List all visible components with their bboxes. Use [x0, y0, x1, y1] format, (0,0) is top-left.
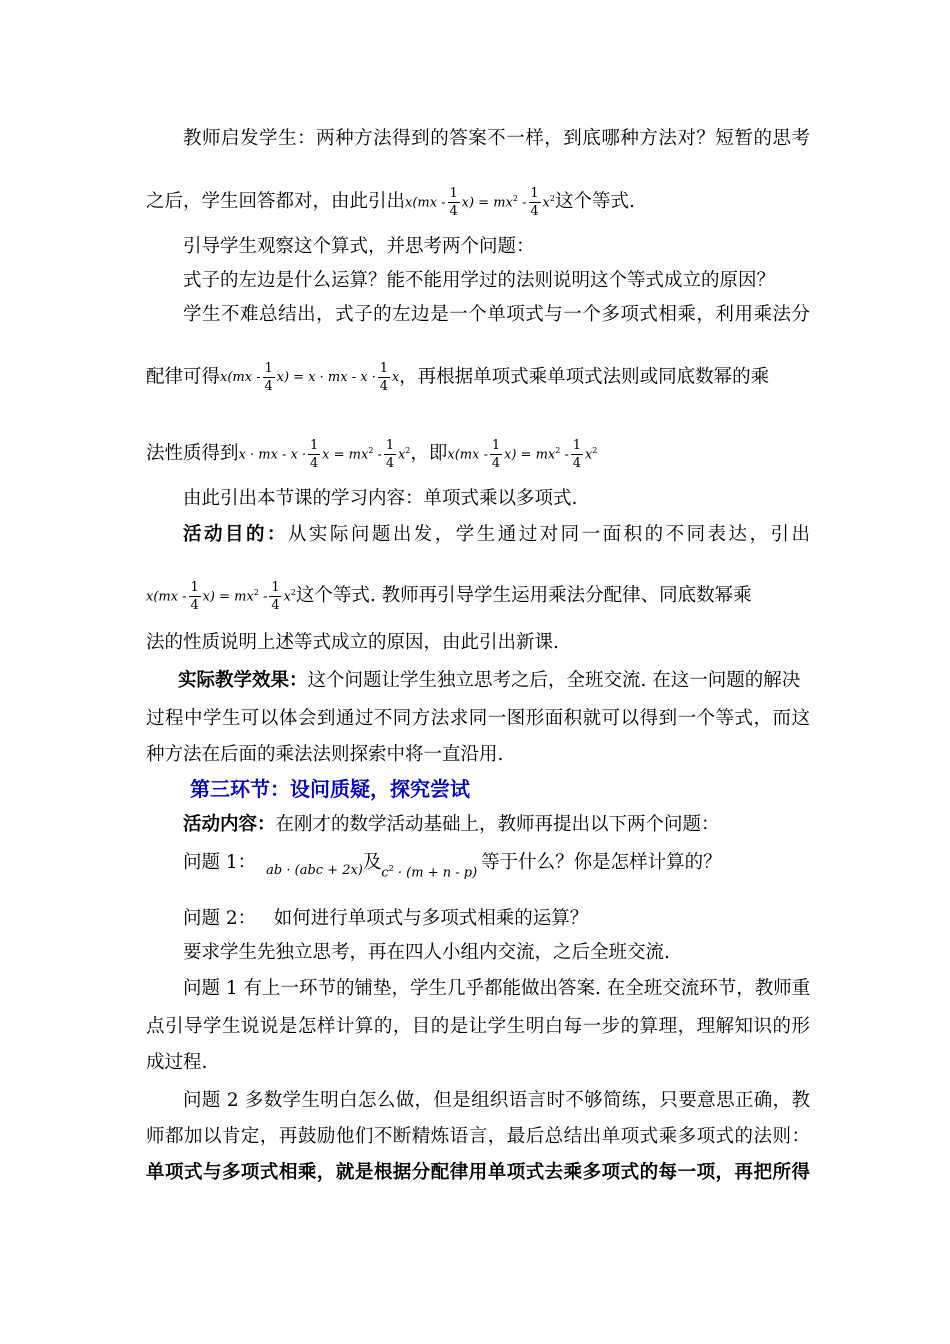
paragraph-line: 成过程. — [146, 1052, 208, 1073]
paragraph-line: 法性质得到x · mx - x · $\frac{1}{4}$ $x = mx^2$ - $\frac{1}{4}$ $x^2$，即x(mx - $\frac{1}{4}$ $x) = mx^2$ - $\frac{1}{4}$ $x^2$ — [146, 436, 810, 472]
paragraph-line: 教师启发学生：两种方法得到的答案不一样，到底哪种方法对？短暂的思考 — [183, 128, 810, 149]
text: 之后，学生回答都对，由此引出 — [146, 191, 406, 213]
text: 这个等式. — [554, 191, 635, 213]
paragraph-line: 问题 2 多数学生明白怎么做，但是组织语言时不够简练，只要意思正确，教 — [183, 1090, 810, 1111]
paragraph-line: 问题 1 有上一环节的铺垫，学生几乎都能做出答案. 在全班交流环节，教师重 — [183, 978, 811, 999]
section-heading: 第三环节：设问质疑，探究尝试 — [190, 777, 470, 801]
paragraph-line: 师都加以肯定，再鼓励他们不断精炼语言，最后总结出单项式乘多项式的法则： — [146, 1126, 810, 1147]
paragraph-line: 点引导学生说说是怎样计算的，目的是让学生明白每一步的算理，理解知识的形 — [146, 1016, 810, 1037]
paragraph-line: 由此引出本节课的学习内容：单项式乘以多项式. — [183, 488, 578, 509]
equation: x(mx - $\frac{1}{4}$ $x) = mx^2$ - $\frac{1}{4}$ $x^2$ — [447, 438, 598, 472]
equation: x(mx - $\frac{1}{4}$ $x) = mx^2$ - $\frac{1}{4}$ $x^2$ — [405, 186, 555, 220]
paragraph-line: x(mx - $\frac{1}{4}$ $x) = mx^2$ - $\frac{1}{4}$ $x^2$这个等式. 教师再引导学生运用乘法分配律、同底数幂乘 — [146, 578, 810, 614]
paragraph-line: 种方法在后面的乘法法则探索中将一直沿用. — [146, 744, 504, 765]
paragraph-line: 法的性质说明上述等式成立的原因，由此引出新课. — [146, 632, 559, 653]
question-2: 问题 2： 如何进行单项式与多项式相乘的运算？ — [183, 908, 589, 929]
equation: x(mx - $\frac{1}{4}$ $x) = mx^2$ - $\frac{1}{4}$ $x^2$ — [146, 580, 296, 614]
paragraph-line: 要求学生先独立思考，再在四人小组内交流，之后全班交流. — [183, 942, 670, 963]
paragraph-line: 活动内容：在刚才的数学活动基础上，教师再提出以下两个问题： — [183, 814, 720, 835]
equation: ab · (abc + 2x) — [266, 863, 363, 879]
paragraph-line — [146, 184, 810, 220]
question-1: 问题 1： ab · (abc + 2x)及$c^2 \cdot (m + n - p)$ 等于什么？你是怎样计算的？ — [183, 846, 810, 880]
paragraph-line: 引导学生观察这个算式，并思考两个问题： — [183, 236, 535, 257]
paragraph-line: 过程中学生可以体会到通过不同方法求同一图形面积就可以得到一个等式，而这 — [146, 708, 810, 729]
equation: x · mx - x · $\frac{1}{4}$ $x = mx^2$ - $\frac{1}{4}$ $x^2$ — [238, 438, 411, 472]
paragraph-line: 配律可得x(mx - $\frac{1}{4}$ x) = x · mx - x · $\frac{1}{4}$ x，再根据单项式乘单项式法则或同底数幂的乘 — [146, 361, 770, 394]
equation: $c^2 \cdot (m + n - p)$ — [381, 864, 478, 881]
paragraph-line: 式子的左边是什么运算？能不能用学过的法则说明这个等式成立的原因？ — [183, 270, 776, 291]
paragraph-line: 实际教学效果：这个问题让学生独立思考之后，全班交流. 在这一问题的解决 — [178, 670, 801, 691]
paragraph-line: 学生不难总结出，式子的左边是一个单项式与一个多项式相乘，利用乘法分 — [183, 304, 810, 325]
rule-statement: 单项式与多项式相乘，就是根据分配律用单项式去乘多项式的每一项，再把所得 — [146, 1162, 810, 1183]
equation: x(mx - $\frac{1}{4}$ x) = x · mx - x · $\frac{1}{4}$ x — [220, 361, 400, 394]
paragraph-line: 活动目的：从实际问题出发，学生通过对同一面积的不同表达，引出 — [183, 524, 810, 545]
